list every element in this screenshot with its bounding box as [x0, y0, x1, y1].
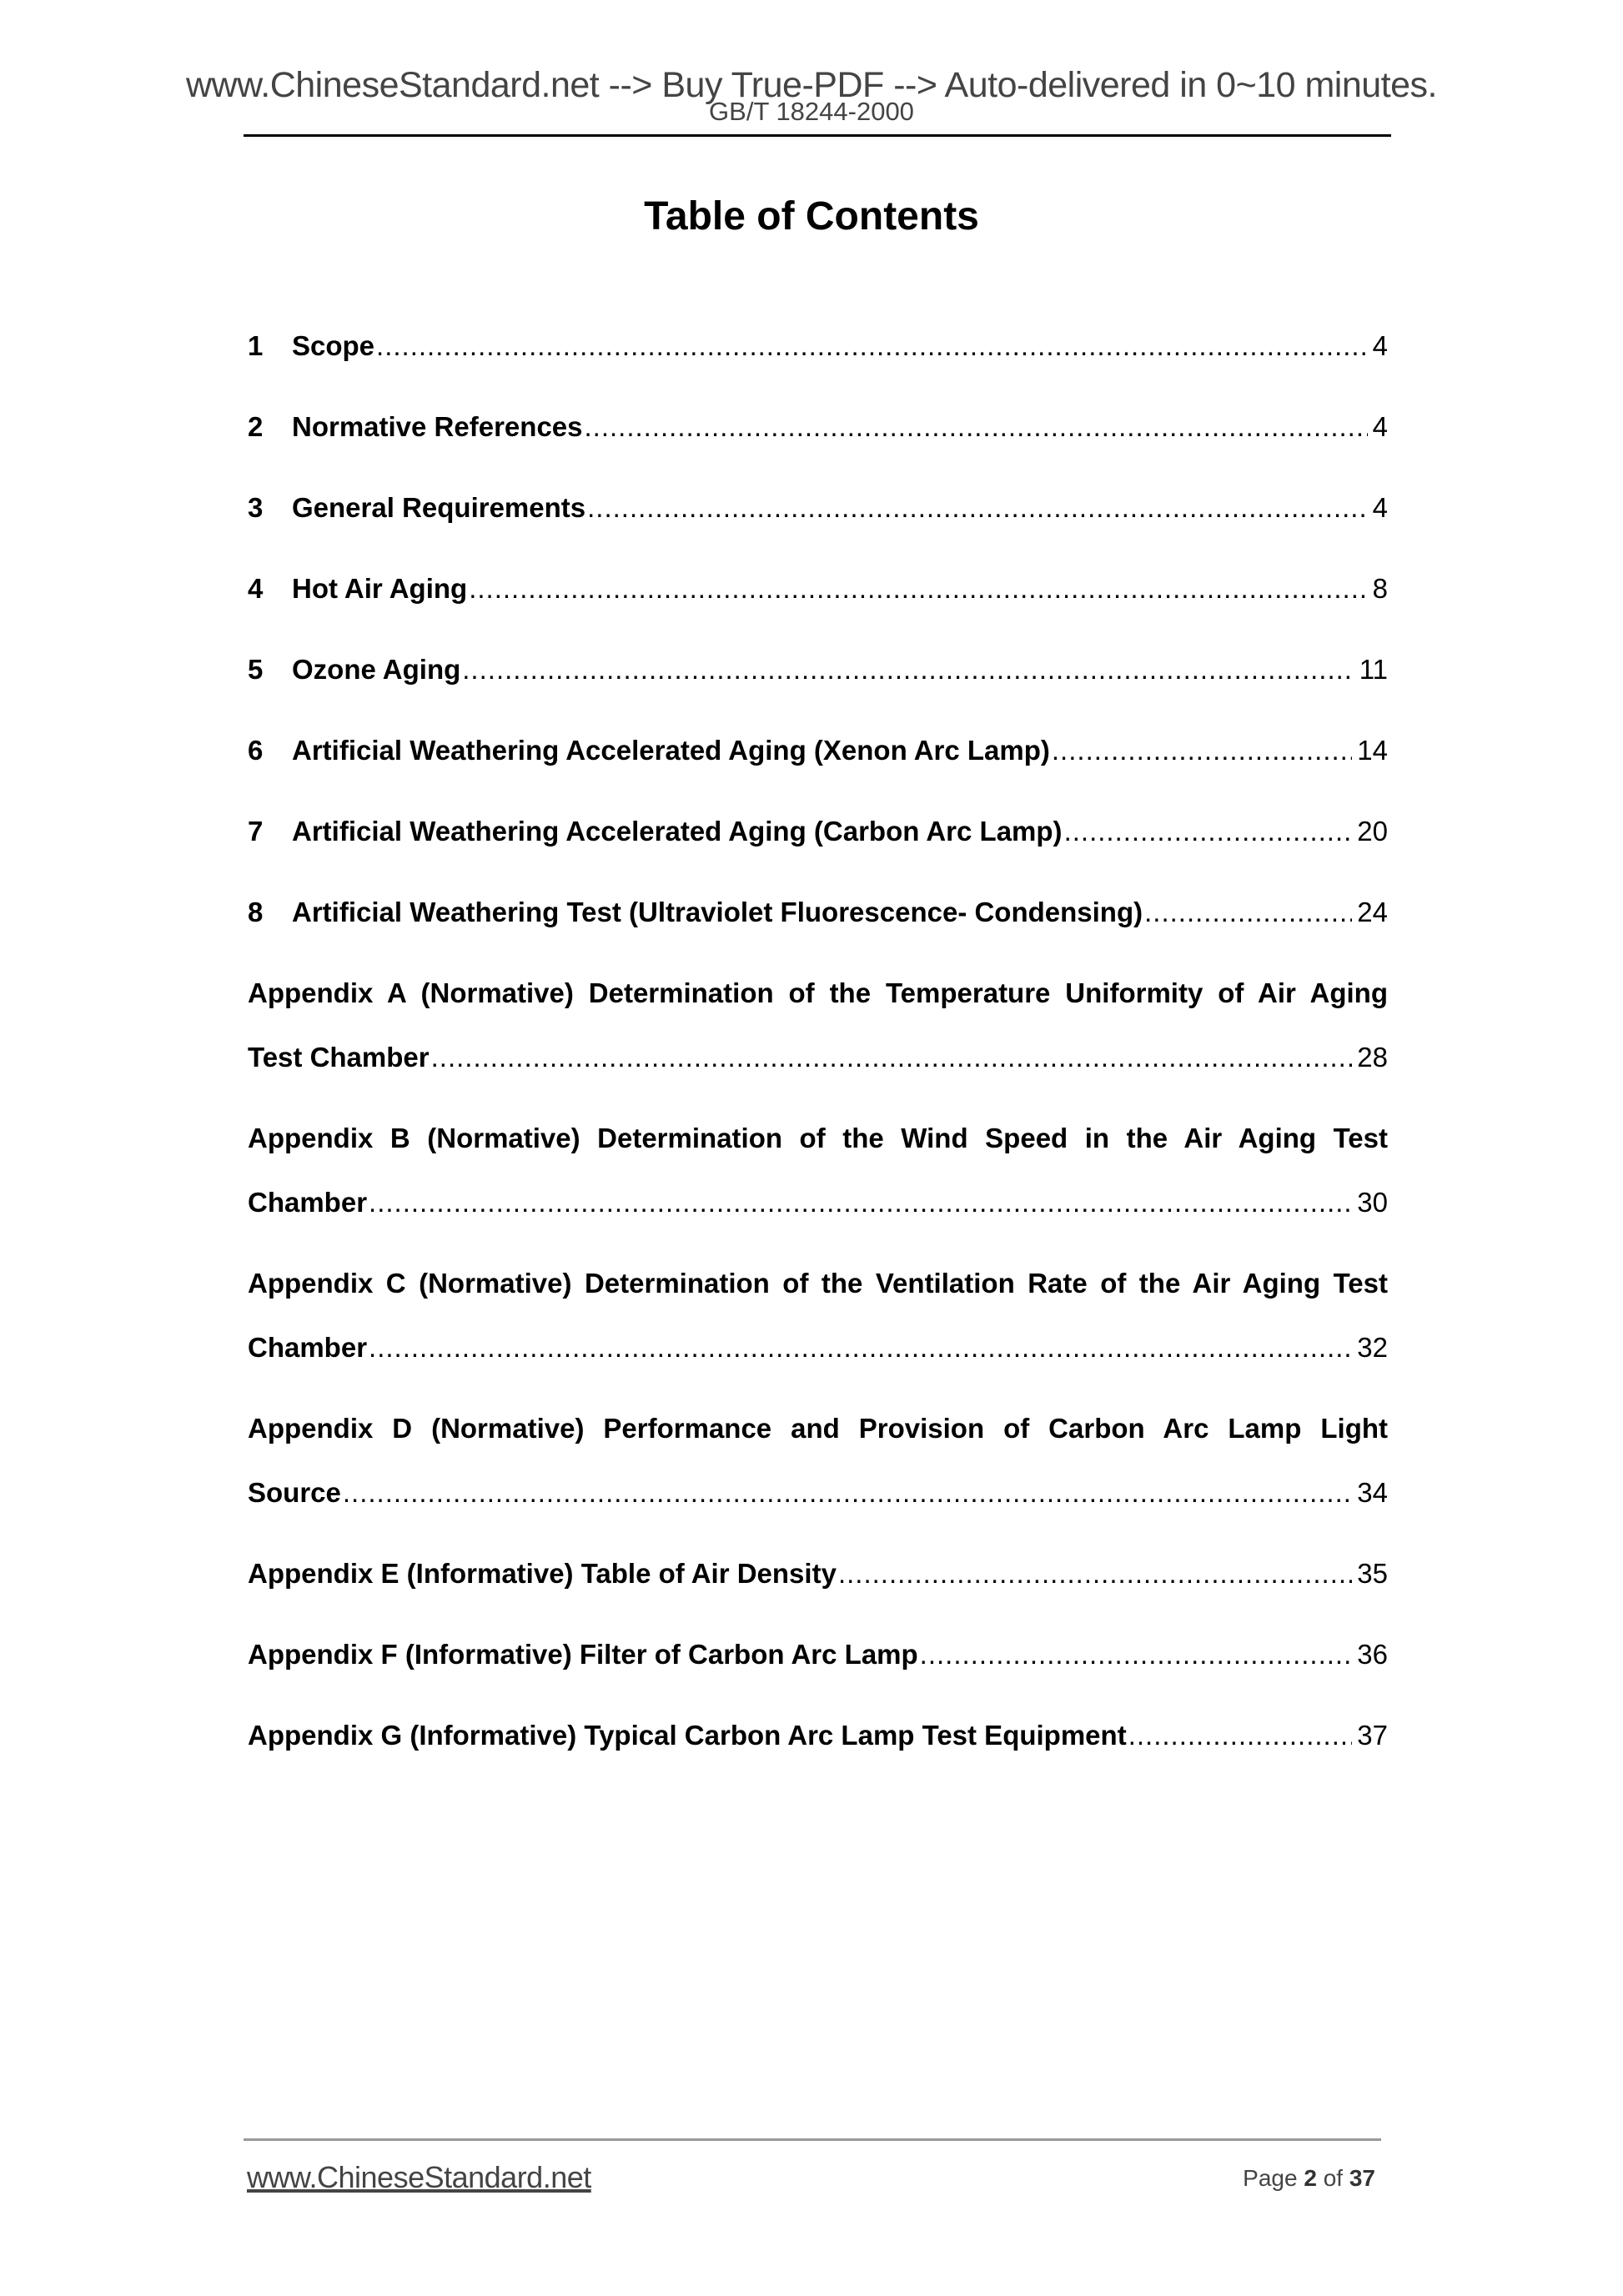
toc-number: 6 [248, 735, 264, 766]
dot-leader [838, 1558, 1352, 1590]
appendix-d-title[interactable]: Appendix D (Normative) Performance and Provision of Carbon Arc Lamp Light [248, 1413, 1388, 1444]
toc-entry[interactable] [248, 1477, 1388, 1509]
toc-entry[interactable] [248, 1558, 1388, 1590]
page-prefix: Page [1243, 2165, 1298, 2191]
toc-page: 36 [1357, 1639, 1388, 1670]
toc-page: 4 [1372, 411, 1388, 442]
toc-number: 8 [248, 897, 264, 927]
toc-entry[interactable] [248, 1042, 1388, 1073]
toc-entry[interactable] [248, 816, 1388, 847]
toc-title: Appendix F (Informative) Filter of Carbon Arc Lamp [248, 1639, 918, 1670]
standard-code: GB/T 18244-2000 [709, 97, 914, 126]
toc-entry[interactable] [248, 330, 1388, 362]
dot-leader [376, 330, 1368, 362]
toc-page: 37 [1357, 1720, 1388, 1751]
toc-page: 4 [1372, 330, 1388, 361]
dot-leader [1128, 1720, 1353, 1751]
header-divider [244, 134, 1391, 137]
current-page: 2 [1304, 2165, 1317, 2191]
toc-title: Ozone Aging [292, 654, 461, 685]
dot-leader [1052, 735, 1352, 766]
toc-page: 11 [1359, 654, 1388, 685]
dot-leader [462, 654, 1354, 686]
toc-page: 4 [1372, 492, 1388, 523]
toc-entry[interactable] [248, 1332, 1388, 1364]
footer-website-link[interactable]: www.ChineseStandard.net [247, 2160, 591, 2194]
toc-entry[interactable] [248, 492, 1388, 524]
toc-title: Artificial Weathering Accelerated Aging (Xenon Arc Lamp) [292, 735, 1050, 766]
toc-title: Appendix E (Informative) Table of Air Density [248, 1558, 837, 1589]
toc-title: Chamber [248, 1187, 368, 1218]
toc-entry[interactable] [248, 411, 1388, 443]
total-pages: 37 [1349, 2165, 1375, 2191]
dot-leader [1064, 816, 1353, 847]
dot-leader [1144, 897, 1352, 928]
dot-leader [369, 1332, 1352, 1364]
toc-entry[interactable] [248, 1187, 1388, 1218]
page-of: of [1323, 2165, 1344, 2191]
page-title: Table of Contents [644, 194, 979, 239]
toc-page: 8 [1372, 573, 1388, 604]
toc-entry[interactable] [248, 735, 1388, 766]
toc-page: 34 [1357, 1477, 1388, 1508]
toc-title: Artificial Weathering Test (Ultraviolet Fluorescence- Condensing) [292, 897, 1143, 927]
dot-leader [369, 1187, 1352, 1218]
toc-page: 32 [1357, 1332, 1388, 1363]
toc-title: Chamber [248, 1332, 368, 1363]
toc-title: Artificial Weathering Accelerated Aging (Carbon Arc Lamp) [292, 816, 1063, 847]
appendix-c-title[interactable]: Appendix C (Normative) Determination of the Ventilation Rate of the Air Aging Test [248, 1268, 1388, 1299]
header-banner: www.ChineseStandard.net --> Buy True-PDF --> Auto-delivered in 0~10 minutes. [185, 65, 1437, 105]
toc-page: 20 [1357, 816, 1388, 847]
appendix-a-title[interactable]: Appendix A (Normative) Determination of the Temperature Uniformity of Air Aging [248, 977, 1388, 1008]
appendix-b-title[interactable]: Appendix B (Normative) Determination of the Wind Speed in the Air Aging Test [248, 1123, 1388, 1153]
toc-entry[interactable] [248, 1720, 1388, 1751]
toc-number: 4 [248, 573, 264, 604]
toc-page: 35 [1357, 1558, 1388, 1589]
toc-title: Source [248, 1477, 341, 1508]
page-indicator [1243, 2165, 1375, 2192]
toc-entry[interactable] [248, 897, 1388, 928]
dot-leader [343, 1477, 1352, 1509]
toc-page: 14 [1357, 735, 1388, 766]
toc-entry[interactable] [248, 654, 1388, 686]
toc-number: 3 [248, 492, 264, 523]
dot-leader [585, 411, 1368, 443]
toc-number: 1 [248, 330, 264, 361]
toc-page: 30 [1357, 1187, 1388, 1218]
toc-number: 5 [248, 654, 264, 685]
toc-title: Appendix G (Informative) Typical Carbon Arc Lamp Test Equipment [248, 1720, 1127, 1751]
toc-entry[interactable] [248, 573, 1388, 605]
toc-title: Hot Air Aging [292, 573, 468, 604]
toc-number: 7 [248, 816, 264, 847]
toc-entry[interactable] [248, 1639, 1388, 1671]
footer-divider [244, 2138, 1381, 2141]
toc-title: General Requirements [292, 492, 586, 523]
dot-leader [469, 573, 1367, 605]
dot-leader [587, 492, 1368, 524]
toc-number: 2 [248, 411, 264, 442]
dot-leader [920, 1639, 1353, 1671]
toc-title: Scope [292, 330, 375, 361]
dot-leader [431, 1042, 1353, 1073]
toc-title: Test Chamber [248, 1042, 430, 1073]
toc-title: Normative References [292, 411, 583, 442]
toc-page: 28 [1357, 1042, 1388, 1073]
toc-page: 24 [1357, 897, 1388, 927]
